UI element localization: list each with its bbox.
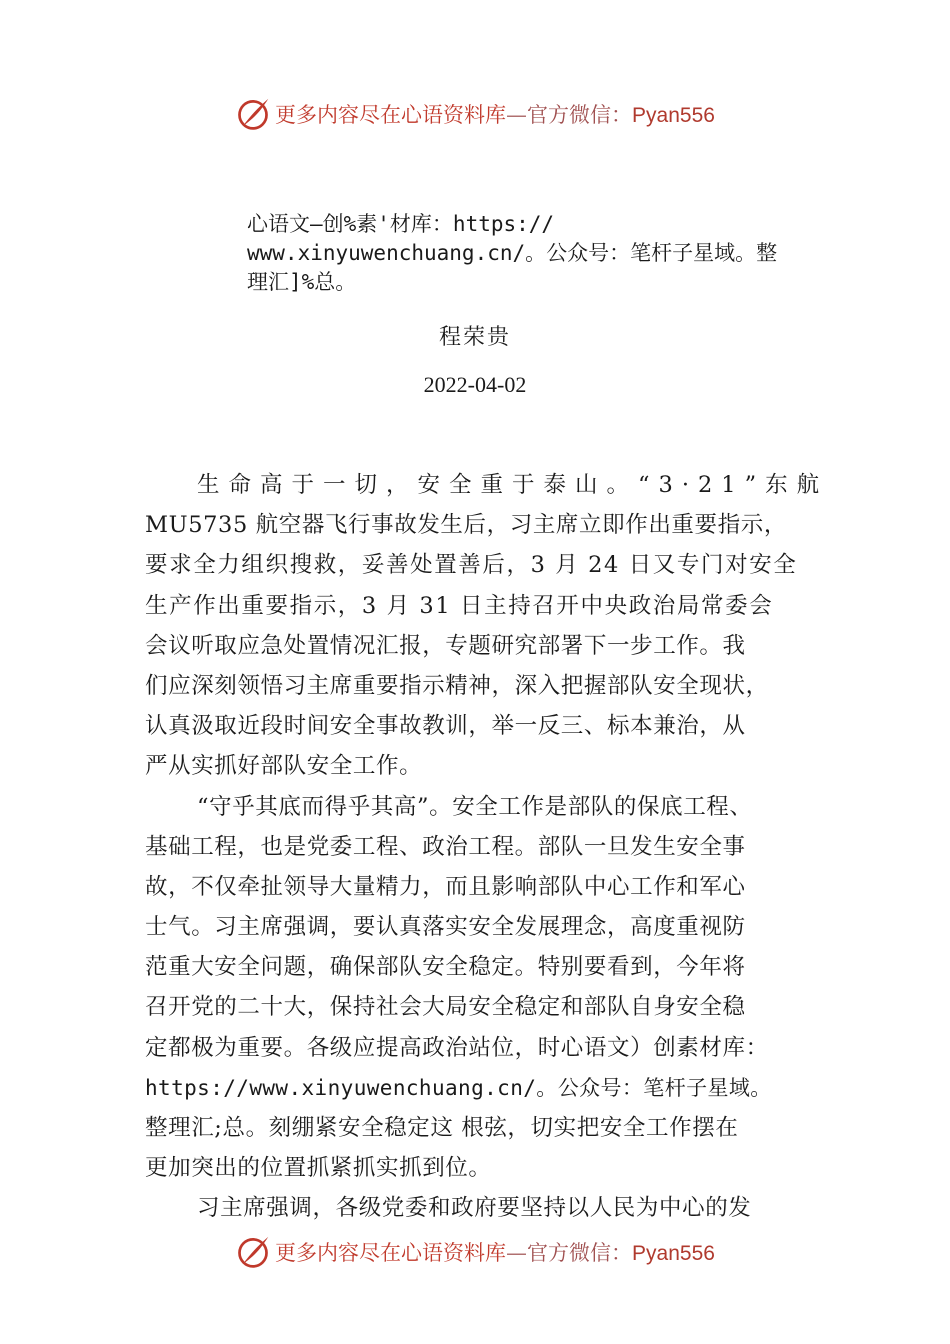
- body-line: 严从实抓好部队安全工作。: [145, 753, 423, 780]
- source-note-line: 心语文—创%素'材库：https://: [247, 212, 555, 236]
- body-line: 习主席强调，各级党委和政府要坚持以人民为中心的发: [197, 1195, 752, 1222]
- banner-wechat-label: 官方微信：: [527, 103, 633, 127]
- banner-wechat-id: Pyan556: [632, 1242, 715, 1265]
- source-note-line: 理汇]%总。: [247, 270, 357, 294]
- body-line: 整理汇;总。刻绷紧安全稳定这 根弦，切实把安全工作摆在: [145, 1115, 739, 1141]
- body-line: 范重大安全问题，确保部队安全稳定。特别要看到，今年将: [145, 954, 746, 981]
- body-line: 要求全力组织搜救，妥善处置善后，3 月 24 日又专门对安全: [145, 552, 798, 579]
- source-note-line: www.xinyuwenchuang.cn/。公众号：笔杆子星域。整: [247, 241, 778, 265]
- body-line: MU5735 航空器飞行事故发生后，习主席立即作出重要指示，: [145, 512, 787, 539]
- quill-seal-logo-icon: [235, 1234, 271, 1270]
- source-note: [247, 210, 847, 297]
- body-line: 士气。习主席强调，要认真落实安全发展理念，高度重视防: [145, 914, 746, 941]
- publish-date: 2022-04-02: [423, 372, 527, 397]
- body-line: 生命高于一切，安全重于泰山。“3·21”东航: [197, 472, 829, 498]
- banner-text: [275, 1237, 715, 1267]
- banner-wechat-id: Pyan556: [632, 104, 715, 127]
- body-line: 生产作出重要指示，3 月 31 日主持召开中央政治局常委会: [145, 592, 774, 619]
- banner-wechat-label: 官方微信：: [527, 1241, 633, 1265]
- quill-seal-logo-icon: [235, 96, 271, 132]
- body-line: 故，不仅牵扯领导大量精力，而且影响部队中心工作和军心: [145, 873, 746, 900]
- banner-separator: —: [506, 1241, 528, 1265]
- body-line: 定都极为重要。各级应提高政治站位，时心语文）创素材库：: [145, 1034, 769, 1061]
- body-line: https://www.xinyuwenchuang.cn/。公众号：笔杆子星域。: [145, 1075, 772, 1100]
- banner-brand: 更多内容尽在心语资料库: [275, 1241, 507, 1265]
- banner-separator: —: [506, 103, 528, 127]
- banner-brand: 更多内容尽在心语资料库: [275, 103, 507, 127]
- header-banner: [0, 94, 950, 134]
- banner-text: [275, 99, 715, 129]
- article-body: [145, 465, 829, 1229]
- body-line: 会议听取应急处置情况汇报，专题研究部署下一步工作。我: [145, 632, 746, 659]
- footer-banner: [0, 1232, 950, 1272]
- body-line: 召开党的二十大，保持社会大局安全稳定和部队自身安全稳: [145, 994, 746, 1021]
- body-line: 基础工程，也是党委工程、政治工程。部队一旦发生安全事: [145, 833, 746, 860]
- body-line: 更加突出的位置抓紧抓实抓到位。: [145, 1155, 492, 1182]
- body-line: 们应深刻领悟习主席重要指示精神，深入把握部队安全现状，: [145, 672, 769, 699]
- author-name: 程荣贵: [438, 325, 511, 350]
- body-line: “守乎其底而得乎其高”。安全工作是部队的保底工程、: [197, 793, 753, 820]
- body-line: 认真汲取近段时间安全事故教训，举一反三、标本兼治，从: [145, 713, 746, 740]
